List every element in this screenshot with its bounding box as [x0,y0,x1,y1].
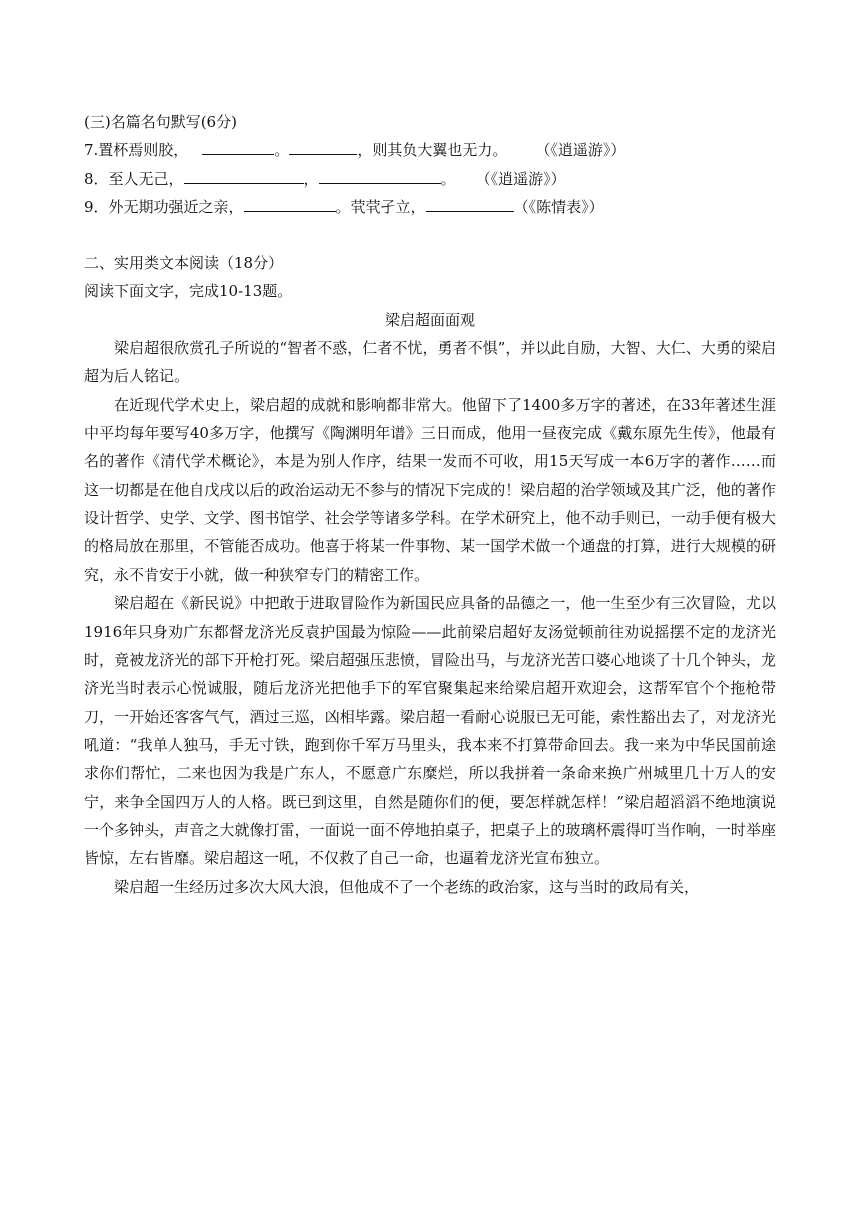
q7-source: （《逍遥游》） [535,141,626,160]
question-8 [84,165,776,193]
q8-blank-1[interactable] [184,167,304,184]
article-paragraph-3: 梁启超在《新民说》中把敢于进取冒险作为新国民应具备的品德之一，他一生至少有三次冒险，尤以1916年只身劝广东都督龙济光反袁护国最为惊险——此前梁启超好友汤觉顿前往劝说摇摆不定的龙济光时，竟被龙济光的部下开枪打死。梁启超强压悲愤，冒险出马，与龙济光苦口婆心地谈了十几个钟头，龙济光当时表示心悦诚服，随后龙济光把他手下的军官聚集起来给梁启超开欢迎会，这帮军官个个拖枪带刀，一开始还客客气气，酒过三巡，凶相毕露。梁启超一看耐心说服已无可能，索性豁出去了，对龙济光吼道：“我单人独马，手无寸铁，跑到你千军万马里头，我本来不打算带命回去。我一来为中华民国前途求你们帮忙，二来也因为我是广东人，不愿意广东糜烂，所以我拼着一条命来换广州城里几十万人的安宁，来争全国四万人的人格。既已到这里，自然是随你们的便，要怎样就怎样！”梁启超滔滔不绝地演说一个多钟头，声音之大就像打雷，一面说一面不停地拍桌子，把桌子上的玻璃杯震得叮当作响，一时举座皆惊，左右皆靡。梁启超这一吼，不仅救了自己一命，也逼着龙济光宣布独立。 [84,594,776,868]
section-3-heading: (三)名篇名句默写(6分) [84,113,237,131]
q9-source: （《陈情表》） [513,197,604,216]
question-7 [84,136,776,164]
document-page [84,108,776,901]
q8-text-a: 8．至人无己， [84,169,184,188]
article-body [84,334,776,901]
q8-source: （《逍遥游》） [475,169,566,188]
q9-blank-1[interactable] [244,195,336,212]
q7-text-a: 7.置杯焉则胶， [84,141,189,160]
reading-instruction: 阅读下面文字，完成10-13题。 [84,282,293,301]
q9-text-b: 。茕茕孑立， [335,197,426,216]
article-paragraph-1: 梁启超很欣赏孔子所说的“智者不惑，仁者不忧，勇者不惧”，并以此自励，大智、大仁、大勇的梁启超为后人铭记。 [84,339,776,386]
q8-text-b: ， [303,169,319,188]
q8-text-c: 。 [440,169,456,188]
q9-blank-2[interactable] [426,195,514,212]
q8-blank-2[interactable] [319,167,441,184]
question-9 [84,193,776,221]
q7-blank-2[interactable] [289,138,357,155]
q9-text-a: 9．外无期功强近之亲， [84,197,244,216]
section-2-heading: 二、实用类文本阅读（18分） [84,254,284,273]
article-paragraph-4: 梁启超一生经历过多次大风大浪，但他成不了一个老练的政治家，这与当时的政局有关， [114,877,700,896]
article-paragraph-2: 在近现代学术史上，梁启超的成就和影响都非常大。他留下了1400多万字的著述，在33年著述生涯中平均每年要写40多万字，他撰写《陶渊明年谱》三日而成，他用一昼夜完成《戴东原先生传》，他最有名的著作《清代学术概论》，本是为别人作序，结果一发而不可收，用15天写成一本6万字的著作……而这一切都是在他自戊戌以后的政治运动无不参与的情况下完成的！梁启超的治学领域及其广泛，他的著作设计哲学、史学、文学、图书馆学、社会学等诸多学科。在学术研究上，他不动手则已，一动手便有极大的格局放在那里，不管能否成功。他喜于将某一件事物、某一国学术做一个通盘的打算，进行大规模的研究，永不肯安于小就，做一种狭窄专门的精密工作。 [84,395,776,584]
article-title: 梁启超面面观 [384,310,475,329]
q7-text-c: ，则其负大翼也无力。 [357,141,508,160]
q7-blank-1[interactable] [202,138,274,155]
q7-text-b: 。 [274,141,290,160]
